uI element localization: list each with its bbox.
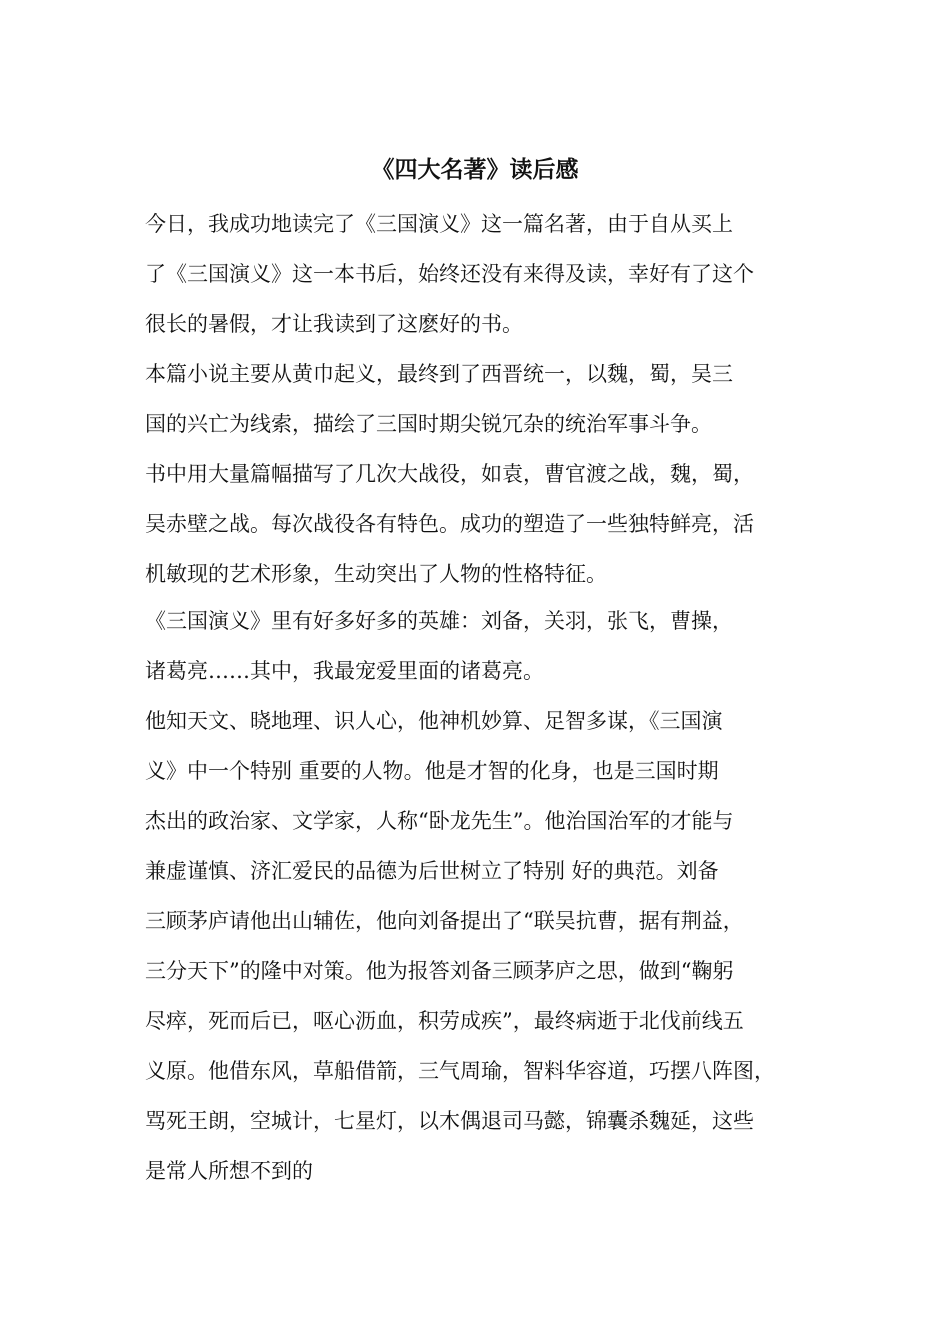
text-line: 骂死王朗，空城计，七星灯，以木偶退司马懿，锦囊杀魏延，这些 [145,1109,754,1133]
document-title: 《四大名著》读后感 [371,157,579,183]
text-line: 国的兴亡为线索，描绘了三国时期尖锐冗杂的统治军事斗争。 [145,412,712,436]
text-line: 诸葛亮……其中，我最宠爱里面的诸葛亮。 [145,659,544,683]
text-line: 尽瘁，死而后已，呕心沥血，积劳成疾”，最终病逝于北伐前线五 [145,1009,744,1033]
text-line: 三顾茅庐请他出山辅佐，他向刘备提出了“联吴抗曹，据有荆益， [145,909,744,933]
text-line: 《三国演义》里有好多好多的英雄：刘备，关羽，张飞，曹操， [145,609,733,633]
text-line: 吴赤壁之战。每次战役各有特色。成功的塑造了一些独特鲜亮，活 [145,512,754,536]
text-line: 义》中一个特别 重要的人物。他是才智的化身，也是三国时期 [145,759,719,783]
text-line: 了《三国演义》这一本书后，始终还没有来得及读，幸好有了这个 [145,262,754,286]
text-line: 机敏现的艺术形象，生动突出了人物的性格特征。 [145,562,607,586]
text-line: 三分天下”的隆中对策。他为报答刘备三顾茅庐之思，做到“鞠躬 [145,959,734,983]
text-line: 是常人所想不到的 [145,1159,313,1183]
text-line: 杰出的政治家、文学家，人称“卧龙先生”。他治国治军的才能与 [145,809,734,833]
text-line: 很长的暑假，才让我读到了这麽好的书。 [145,312,523,336]
text-line: 本篇小说主要从黄巾起义，最终到了西晋统一，以魏，蜀，吴三 [145,362,733,386]
text-line: 今日，我成功地读完了《三国演义》这一篇名著，由于自从买上 [145,212,733,236]
text-line: 义原。他借东风，草船借箭，三气周瑜，智料华容道，巧摆八阵图， [145,1059,775,1083]
text-line: 他知天文、晓地理、识人心，他神机妙算、足智多谋，《三国演 [145,709,723,733]
text-line: 书中用大量篇幅描写了几次大战役，如袁，曹官渡之战，魏，蜀， [145,462,754,486]
text-line: 兼虚谨慎、济汇爱民的品德为后世树立了特别 好的典范。刘备 [145,859,719,883]
